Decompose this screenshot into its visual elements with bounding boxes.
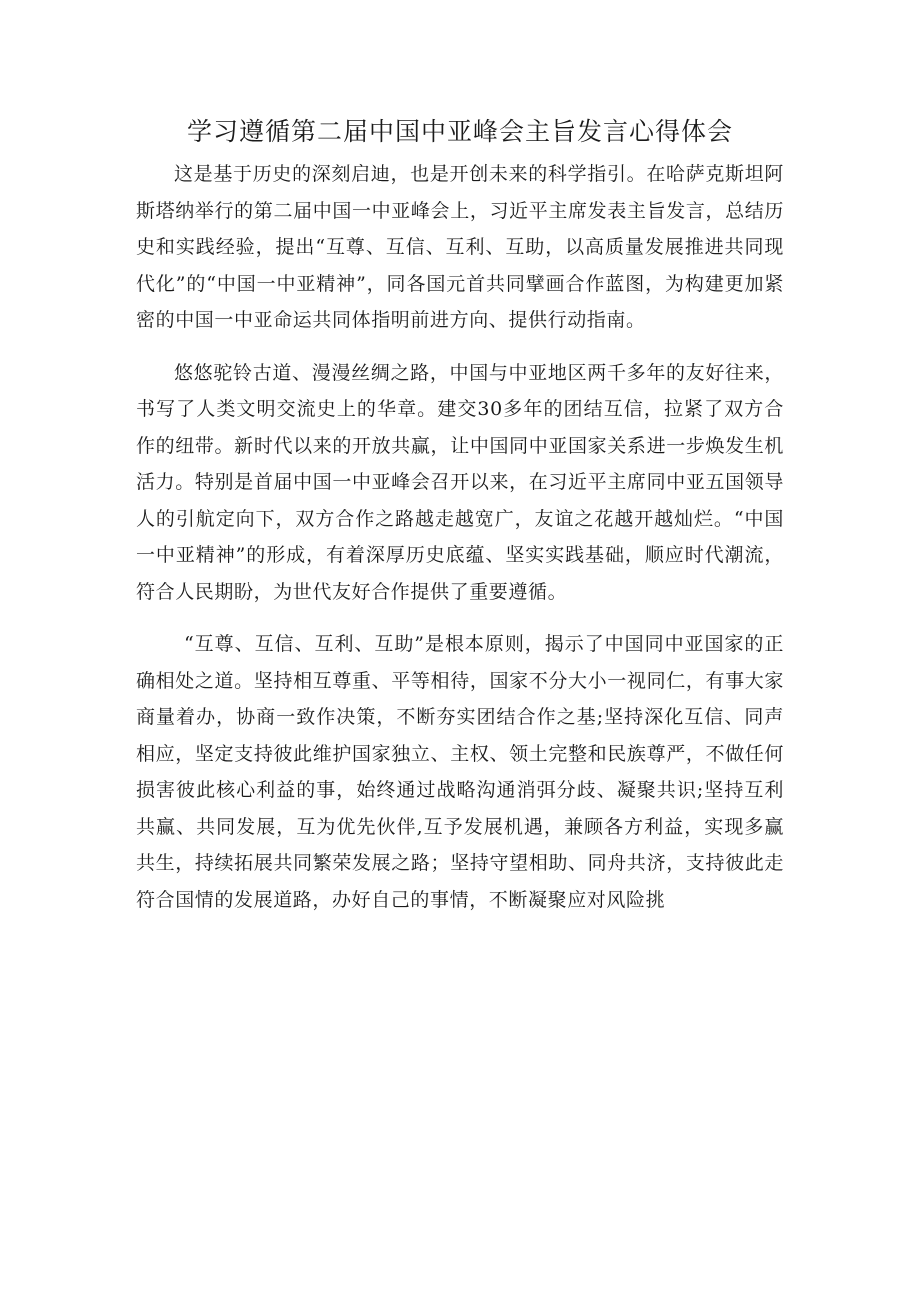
- paragraph-1: 这是基于历史的深刻启迪，也是开创未来的科学指引。在哈萨克斯坦阿斯塔纳举行的第二届中国一中亚峰会上，习近平主席发表主旨发言，总结历史和实践经验，提出“互尊、互信、互利、互助，以高质量发展推进共同现代化”的“中国一中亚精神”，同各国元首共同擘画合作蓝图，为构建更加紧密的中国一中亚命运共同体指明前进方向、提供行动指南。: [136, 163, 784, 331]
- document-body: [136, 156, 784, 934]
- paragraph-3: “互尊、互信、互利、互助”是根本原则，揭示了中国同中亚国家的正确相处之道。坚持相互尊重、平等相待，国家不分大小一视同仁，有事大家商量着办，协商一致作决策，不断夯实团结合作之基;坚持深化互信、同声相应，坚定支持彼此维护国家独立、主权、领土完整和民族尊严，不做任何损害彼此核心利益的事，始终通过战略沟通消弭分歧、凝聚共识;坚持互利共赢、共同发展，互为优先伙伴,互予发展机遇，兼顾各方利益，实现多赢共生，持续拓展共同繁荣发展之路；坚持守望相助、同舟共济，支持彼此走符合国情的发展道路，办好自己的事情，不断凝聚应对风险挑: [136, 633, 784, 911]
- paragraph-2: 悠悠驼铃古道、漫漫丝绸之路，中国与中亚地区两千多年的友好往来，书写了人类文明交流史上的华章。建交30多年的团结互信，拉紧了双方合作的纽带。新时代以来的开放共赢，让中国同中亚国家关系进一步焕发生机活力。特别是首届中国一中亚峰会召开以来，在习近平主席同中亚五国领导人的引航定向下，双方合作之路越走越宽广，友谊之花越开越灿烂。“中国一中亚精神”的形成，有着深厚历史底蕴、坚实实践基础，顺应时代潮流，符合人民期盼，为世代友好合作提供了重要遵循。: [136, 361, 784, 603]
- document-title: 学习遵循第二届中国中亚峰会主旨发言心得体会: [186, 117, 733, 146]
